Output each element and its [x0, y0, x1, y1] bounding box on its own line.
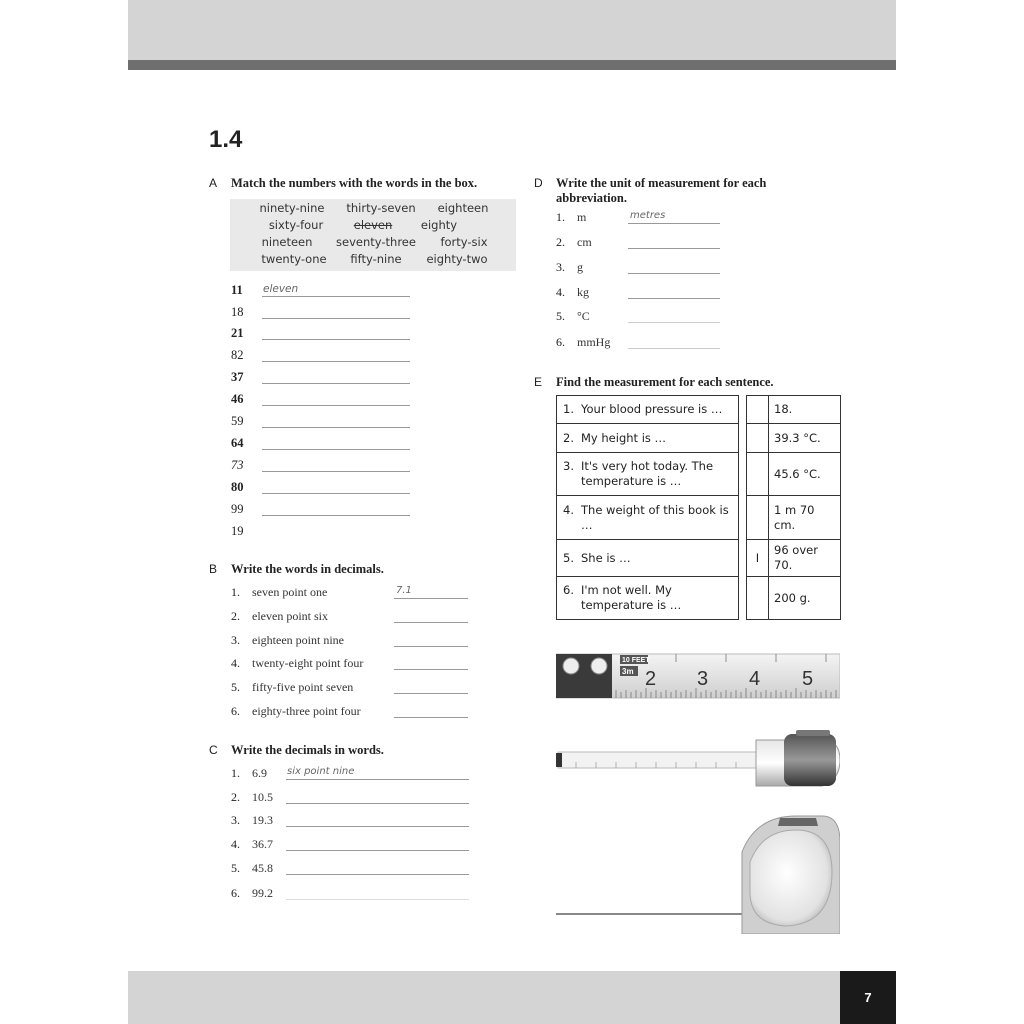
answer-line[interactable]: [286, 826, 469, 827]
word-box-word: forty-six: [440, 235, 488, 249]
item-text: eighty-three point four: [252, 704, 361, 718]
gap-cell: [739, 496, 747, 540]
answer-text: metres: [630, 210, 666, 221]
word-box-word: sixty-four: [268, 218, 324, 232]
tape-clip: [778, 818, 818, 826]
words-item: [231, 813, 471, 833]
row-index: 3.: [563, 459, 574, 473]
answer-line[interactable]: [286, 874, 469, 875]
number-label: 18: [231, 305, 244, 319]
unit-title: 1.4: [209, 126, 243, 153]
number-label: 46: [231, 392, 244, 406]
sentence-text: She is …: [581, 550, 631, 565]
row-index: 4.: [563, 502, 574, 517]
abbreviation-item: [556, 210, 726, 230]
item-index: 5.: [231, 680, 240, 694]
answer-line[interactable]: [286, 899, 469, 900]
sentence-cell: [557, 424, 739, 453]
answer-line[interactable]: [394, 598, 468, 599]
sentence-cell: [557, 577, 739, 620]
answer-line[interactable]: [262, 361, 410, 362]
table-row: [557, 453, 841, 496]
word-box-word: eighty-two: [426, 252, 488, 266]
row-index: 2.: [563, 430, 574, 445]
gap-cell: [739, 540, 747, 577]
answer-line[interactable]: [286, 850, 469, 851]
page-number: 7: [840, 971, 896, 1024]
item-index: 5.: [556, 309, 565, 323]
match-cell[interactable]: [747, 577, 769, 620]
number-row: [231, 392, 411, 412]
number-row: [231, 436, 411, 456]
answer-line[interactable]: [394, 717, 468, 718]
decimal-item: [231, 585, 471, 605]
number-label: 19: [231, 524, 244, 538]
number-row: [231, 458, 411, 478]
answer-line[interactable]: [628, 223, 720, 224]
section-a-letter: A: [209, 176, 218, 190]
word-box-word: eighty: [420, 218, 458, 232]
answer-line[interactable]: [262, 383, 410, 384]
item-index: 1.: [556, 210, 565, 224]
answer-line[interactable]: [262, 471, 410, 472]
words-item: [231, 766, 471, 786]
item-text: m: [577, 210, 587, 224]
measurement-cell: 1 m 70 cm.: [769, 496, 841, 540]
answer-text: 7.1: [396, 585, 412, 596]
item-index: 3.: [231, 633, 240, 647]
item-index: 1.: [231, 585, 240, 599]
number-label: 21: [231, 326, 244, 340]
match-cell[interactable]: I: [747, 540, 769, 577]
answer-line[interactable]: [262, 515, 410, 516]
tape-lock-button: [796, 730, 830, 736]
measurement-cell: 18.: [769, 396, 841, 424]
abbreviation-item: [556, 285, 726, 305]
number-row: [231, 370, 411, 390]
sentence-text: The weight of this book is …: [581, 502, 729, 532]
table-row: [557, 396, 841, 424]
item-index: 6.: [556, 335, 565, 349]
header-strip: [128, 60, 896, 70]
section-e-letter: E: [534, 375, 543, 389]
item-text: cm: [577, 235, 592, 249]
item-index: 4.: [231, 837, 240, 851]
measurement-table: [556, 395, 841, 620]
header-band: [128, 0, 896, 60]
answer-line[interactable]: [286, 803, 469, 804]
tape-hook: [556, 753, 562, 767]
sentence-text: Your blood pressure is …: [581, 402, 723, 416]
item-index: 5.: [231, 861, 240, 875]
decimal-item: [231, 633, 471, 653]
table-row: [557, 496, 841, 540]
number-row: [231, 326, 411, 346]
table-row: [557, 577, 841, 620]
tape-blade-closeup-image: [556, 652, 840, 700]
item-text: °C: [577, 309, 590, 323]
measurement-cell: 39.3 °C.: [769, 424, 841, 453]
row-index: 5.: [563, 550, 574, 565]
match-cell[interactable]: [747, 396, 769, 424]
answer-text: eleven: [263, 283, 299, 295]
word-box-word: thirty-seven: [346, 201, 416, 215]
answer-line[interactable]: [262, 296, 410, 297]
decimal-item: [231, 680, 471, 700]
measurement-cell: 45.6 °C.: [769, 453, 841, 496]
answer-line[interactable]: [262, 318, 410, 319]
sentence-cell: [557, 453, 739, 496]
hook-rivet-icon: [591, 658, 607, 674]
table-row: [557, 540, 841, 577]
word-box-word: twenty-one: [261, 252, 327, 266]
answer-line[interactable]: [394, 693, 468, 694]
item-index: 2.: [231, 790, 240, 804]
number-label: 11: [231, 283, 243, 297]
section-d-instruction-line2: abbreviation.: [556, 191, 627, 205]
word-box-word: eighteen: [437, 201, 489, 215]
row-index: 6.: [563, 583, 574, 597]
sentence-cell: [557, 540, 739, 577]
answer-line[interactable]: [628, 298, 720, 299]
item-text: 99.2: [252, 886, 273, 900]
tape-case-face: [750, 830, 832, 926]
item-text: seven point one: [252, 585, 328, 599]
word-box-row: [230, 218, 516, 235]
gap-cell: [739, 577, 747, 620]
measurement-cell: 200 g.: [769, 577, 841, 620]
measurement-cell: 96 over 70.: [769, 540, 841, 577]
section-d-instruction-line1: Write the unit of measurement for each: [556, 176, 767, 190]
item-text: mmHg: [577, 335, 611, 349]
word-box-word-struck: eleven: [353, 218, 393, 232]
word-box-row: [230, 252, 516, 269]
word-box: [230, 199, 516, 271]
item-text: 10.5: [252, 790, 273, 804]
item-text: 6.9: [252, 766, 267, 780]
item-text: eleven point six: [252, 609, 328, 623]
word-box-row: [230, 201, 516, 218]
answer-line[interactable]: [628, 348, 720, 349]
answer-line[interactable]: [394, 669, 468, 670]
number-row: [231, 414, 411, 434]
metres-label: 3m: [622, 667, 634, 676]
decimal-item: [231, 609, 471, 629]
answer-line[interactable]: [262, 427, 410, 428]
answer-line[interactable]: [262, 339, 410, 340]
number-row: [231, 524, 411, 544]
item-text: eighteen point nine: [252, 633, 344, 647]
number-row: [231, 305, 411, 325]
word-box-word: seventy-three: [336, 235, 416, 249]
words-item: [231, 790, 471, 810]
item-index: 4.: [231, 656, 240, 670]
section-e-instruction: Find the measurement for each sentence.: [556, 375, 774, 389]
section-c-letter: C: [209, 743, 218, 757]
tape-side-view-image: [556, 726, 840, 792]
hook-rivet-icon: [563, 658, 579, 674]
footer-band: [128, 971, 840, 1024]
item-text: 19.3: [252, 813, 273, 827]
table-row: [557, 424, 841, 453]
number-row: [231, 502, 411, 522]
sentence-text: It's very hot today. The temperature is …: [581, 459, 714, 488]
section-a-instruction: Match the numbers with the words in the box.: [231, 176, 478, 190]
item-text: 36.7: [252, 837, 273, 851]
words-item: [231, 886, 471, 906]
gap-cell: [739, 453, 747, 496]
gap-cell: [739, 424, 747, 453]
item-text: g: [577, 260, 583, 274]
tape-case-front-image: [556, 812, 840, 934]
decimal-item: [231, 704, 471, 724]
item-text: twenty-eight point four: [252, 656, 364, 670]
section-b-instruction: Write the words in decimals.: [231, 562, 384, 576]
tape-number: 5: [802, 668, 814, 690]
word-box-word: nineteen: [261, 235, 313, 249]
item-index: 4.: [556, 285, 565, 299]
abbreviation-item: [556, 235, 726, 255]
answer-line[interactable]: [628, 248, 720, 249]
tape-case-grip: [784, 734, 836, 786]
item-index: 3.: [231, 813, 240, 827]
number-label: 37: [231, 370, 244, 384]
item-text: 45.8: [252, 861, 273, 875]
number-row: [231, 480, 411, 500]
match-cell[interactable]: [747, 453, 769, 496]
number-label: 64: [231, 436, 244, 450]
section-c-instruction: Write the decimals in words.: [231, 743, 384, 757]
number-row: [231, 283, 411, 303]
item-index: 1.: [231, 766, 240, 780]
sentence-text: I'm not well. My temperature is …: [581, 583, 682, 612]
sentence-cell: [557, 496, 739, 540]
answer-line[interactable]: [394, 622, 468, 623]
words-item: [231, 861, 471, 881]
word-box-word: ninety-nine: [259, 201, 325, 215]
tape-number: 3: [697, 668, 709, 690]
answer-line[interactable]: [262, 449, 410, 450]
answer-line[interactable]: [262, 405, 410, 406]
tape-number: 2: [645, 668, 657, 690]
answer-line[interactable]: [628, 322, 720, 323]
number-label: 82: [231, 348, 244, 362]
match-cell[interactable]: [747, 496, 769, 540]
number-label: 99: [231, 502, 244, 516]
answer-line[interactable]: [394, 646, 468, 647]
feet-label: 10 FEET: [622, 657, 650, 664]
row-index: 1.: [563, 402, 574, 416]
tape-blade: [558, 752, 758, 768]
word-box-row: [230, 235, 516, 252]
section-b-letter: B: [209, 562, 218, 576]
sentence-cell: [557, 396, 739, 424]
number-label: 73: [231, 458, 244, 472]
abbreviation-item: [556, 260, 726, 280]
answer-line[interactable]: [262, 493, 410, 494]
word-box-word: fifty-nine: [350, 252, 402, 266]
item-index: 6.: [231, 886, 240, 900]
item-index: 2.: [556, 235, 565, 249]
number-row: [231, 348, 411, 368]
answer-text: six point nine: [287, 766, 355, 777]
abbreviation-item: [556, 309, 726, 329]
tape-number: 4: [749, 668, 761, 690]
decimal-item: [231, 656, 471, 676]
match-cell[interactable]: [747, 424, 769, 453]
abbreviation-item: [556, 335, 726, 355]
answer-line[interactable]: [286, 779, 469, 780]
number-label: 80: [231, 480, 244, 494]
item-index: 6.: [231, 704, 240, 718]
words-item: [231, 837, 471, 857]
item-index: 2.: [231, 609, 240, 623]
item-text: kg: [577, 285, 589, 299]
number-label: 59: [231, 414, 244, 428]
section-d-letter: D: [534, 176, 543, 190]
item-index: 3.: [556, 260, 565, 274]
sentence-text: My height is …: [581, 430, 667, 445]
item-text: fifty-five point seven: [252, 680, 354, 694]
gap-cell: [739, 396, 747, 424]
answer-line[interactable]: [628, 273, 720, 274]
